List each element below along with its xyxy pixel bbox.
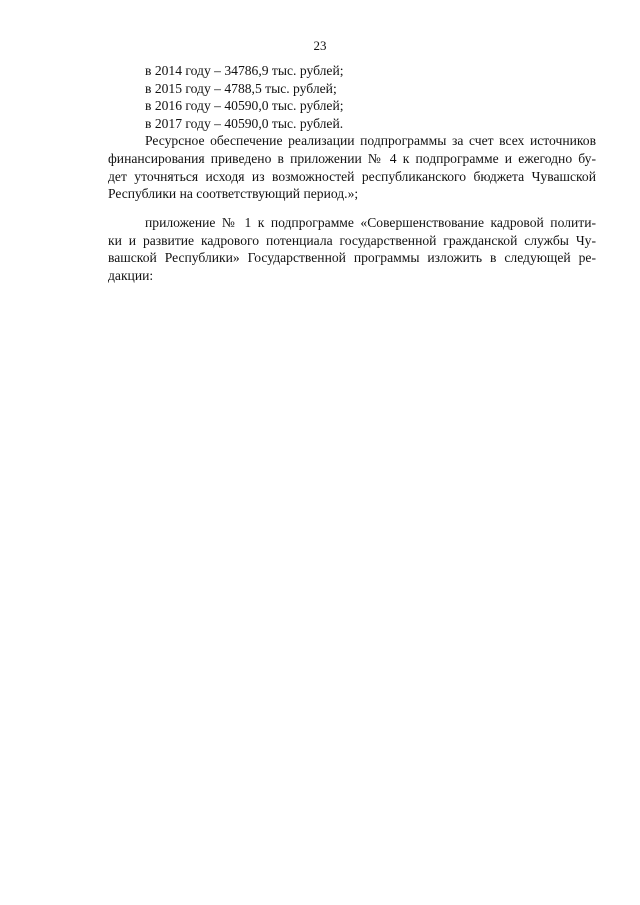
page-number: 23 <box>313 38 327 53</box>
funding-line-2015: в 2015 году – 4788,5 тыс. рублей; <box>145 80 337 96</box>
resource-paragraph-line: дет уточняться исходя из возможностей республиканского бюджета Чувашской <box>108 168 596 184</box>
appendix-section <box>108 214 596 284</box>
funding-line-2014: в 2014 году – 34786,9 тыс. рублей; <box>145 63 344 78</box>
appendix-paragraph-line: ки и развитие кадрового потенциала государственной гражданской службы Чу- <box>108 232 596 248</box>
appendix-paragraph-line: дакции: <box>108 267 154 283</box>
resource-paragraph-line: Ресурсное обеспечение реализации подпрограммы за счет всех источников <box>145 133 596 149</box>
resource-paragraph-line: финансирования приведено в приложении № 4 к подпрограмме и ежегодно бу- <box>108 150 596 166</box>
resource-paragraph-line: Республики на соответствующий период.»; <box>108 186 359 202</box>
funding-line-2016: в 2016 году – 40590,0 тыс. рублей; <box>145 98 344 114</box>
funding-section <box>108 62 596 203</box>
appendix-paragraph-line: вашской Республики» Государственной программы изложить в следующей ре- <box>108 250 596 266</box>
funding-line-2017: в 2017 году – 40590,0 тыс. рублей. <box>145 115 344 131</box>
appendix-paragraph-line: приложение № 1 к подпрограмме «Совершенствование кадровой полити- <box>145 215 596 230</box>
